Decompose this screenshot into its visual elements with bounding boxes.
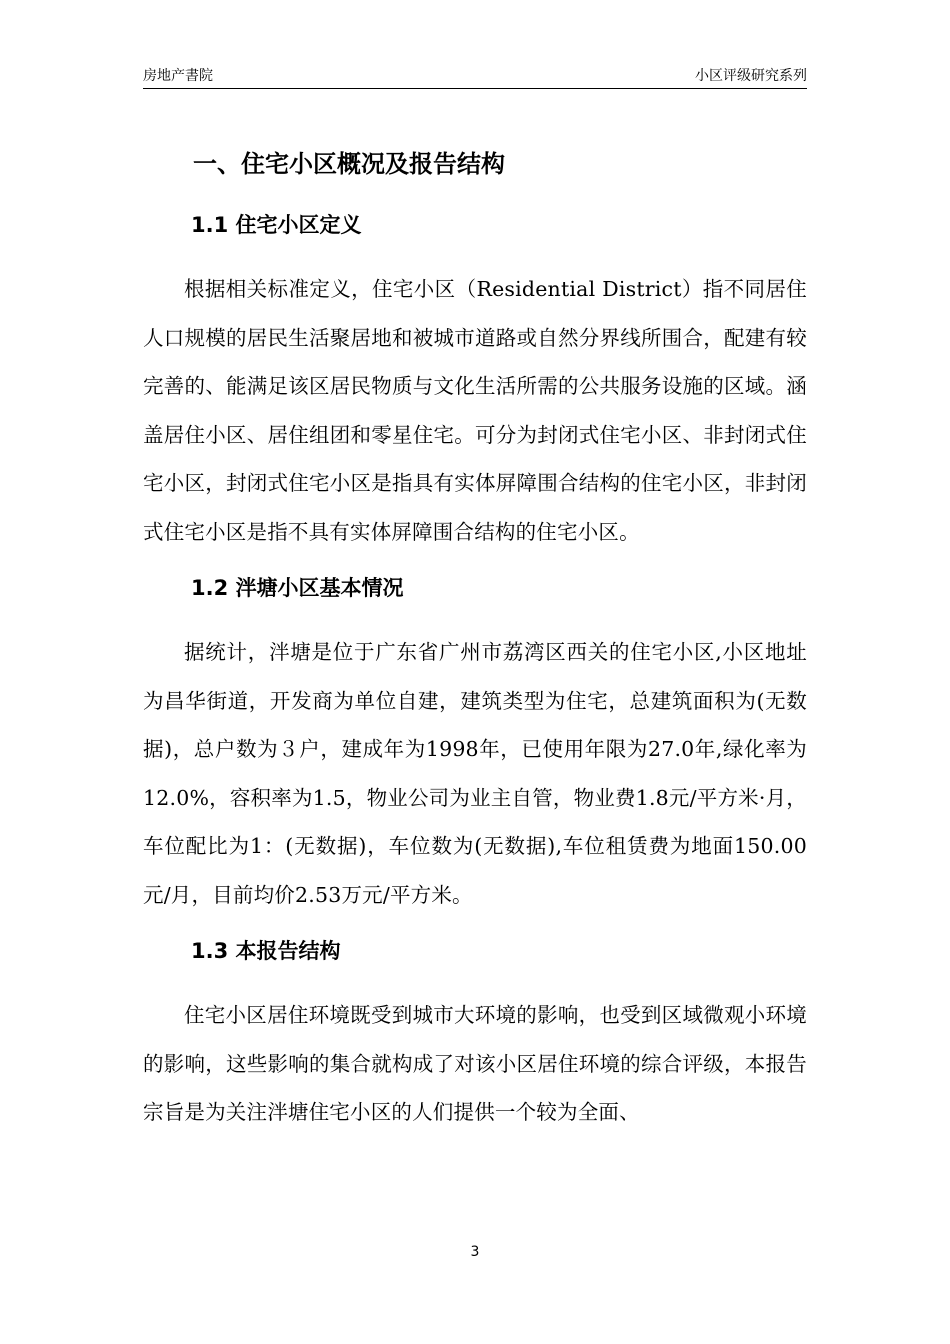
paragraph-basic-info: 据统计，泮塘是位于广东省广州市荔湾区西关的住宅小区,小区地址为昌华街道，开发商为单位自建，建筑类型为住宅，总建筑面积为(无数据)，总户数为３户，建成年为1998年，已使用年限为27.0年,绿化率为12.0%，容积率为1.5，物业公司为业主自管，物业费1.8元/平方米·月，车位配比为1：(无数据)，车位数为(无数据),车位租赁费为地面150.00元/月，目前均价2.53万元/平方米。 — [143, 640, 807, 907]
header-right-text: 小区评级研究系列 — [695, 68, 807, 84]
paragraph-definition: 根据相关标准定义，住宅小区（Residential District）指不同居住人口规模的居民生活聚居地和被城市道路或自然分界线所围合，配建有较完善的、能满足该区居民物质与文化生活所需的公共服务设施的区域。涵盖居住小区、居住组团和零星住宅。可分为封闭式住宅小区、非封闭式住宅小区，封闭式住宅小区是指具有实体屏障围合结构的住宅小区，非封闭式住宅小区是指不具有实体屏障围合结构的住宅小区。 — [143, 277, 807, 544]
page-number: 3 — [470, 1244, 480, 1260]
subsection-heading-definition: 1.1 住宅小区定义 — [191, 213, 362, 237]
subsection-heading-report-structure: 1.3 本报告结构 — [191, 939, 341, 963]
document-body — [143, 140, 807, 1145]
subsection-heading-basic-info: 1.2 泮塘小区基本情况 — [191, 576, 404, 600]
paragraph-report-structure: 住宅小区居住环境既受到城市大环境的影响，也受到区域微观小环境的影响，这些影响的集合就构成了对该小区居住环境的综合评级，本报告宗旨是为关注泮塘住宅小区的人们提供一个较为全面、 — [143, 1003, 807, 1124]
header-left-text: 房地产書院 — [143, 68, 213, 84]
header-divider — [143, 88, 807, 89]
section-title: 一、住宅小区概况及报告结构 — [193, 150, 505, 178]
